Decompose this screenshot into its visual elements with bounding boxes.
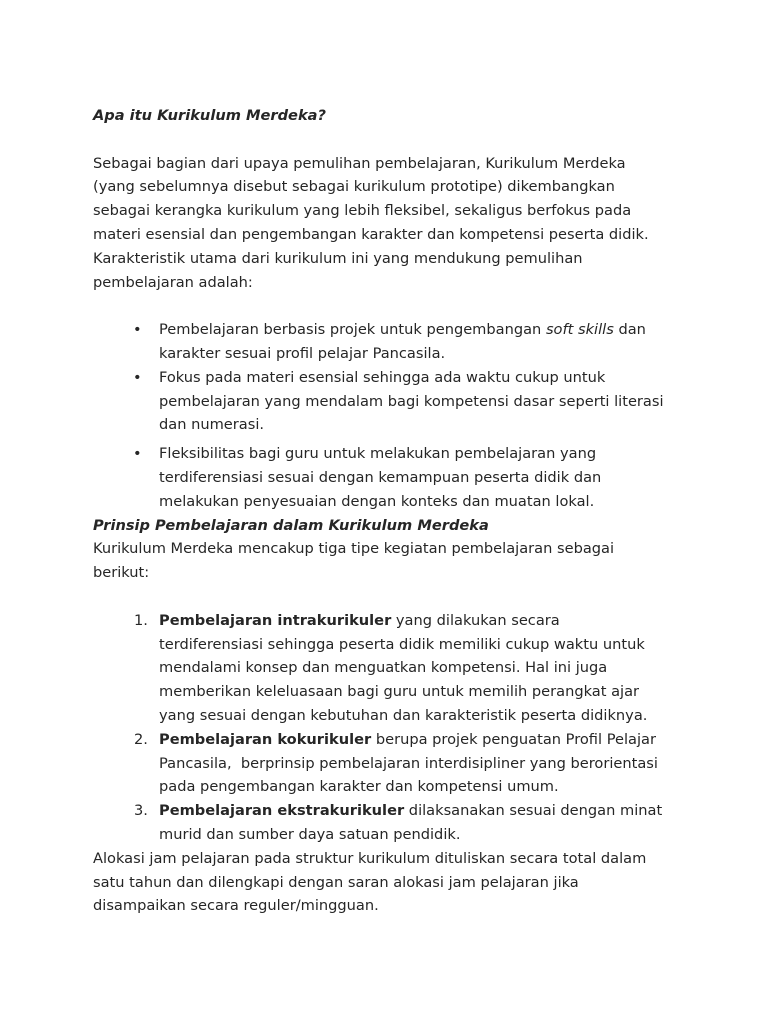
closing-paragraph <box>93 847 693 918</box>
numbered-item <box>93 799 693 847</box>
number-marker: 2. <box>134 730 148 748</box>
numbered-line: pada pengembangan karakter dan kompetensi umum. <box>159 778 559 796</box>
heading-what-is-kurikulum-merdeka: Apa itu Kurikulum Merdeka? <box>93 107 326 124</box>
numbered-line: Pancasila, berprinsip pembelajaran interdisipliner yang berorientasi <box>159 754 658 772</box>
bullet-marker: • <box>133 368 142 386</box>
bullet-italic-text: soft skills <box>545 321 614 339</box>
bullet-line: pembelajaran yang mendalam bagi kompetensi dasar seperti literasi <box>159 392 664 410</box>
bold-term: Pembelajaran kokurikuler <box>159 730 372 748</box>
paragraph-line: Karakteristik utama dari kurikulum ini yang mendukung pemulihan <box>93 249 583 267</box>
bullet-line: dan numerasi. <box>159 416 265 434</box>
numbered-line <box>159 609 693 633</box>
intro-paragraph <box>93 152 693 295</box>
numbered-line: mendalami konsep dan menguatkan kompetensi. Hal ini juga <box>159 659 608 677</box>
bullet-item <box>93 318 693 366</box>
bullet-text: Pembelajaran berbasis projek untuk pengembangan <box>159 321 546 339</box>
spacer <box>93 585 693 609</box>
bullet-line: karakter sesuai profil pelajar Pancasila. <box>159 344 446 362</box>
paragraph-line: Sebagai bagian dari upaya pemulihan pembelajaran, Kurikulum Merdeka <box>93 154 626 172</box>
activity-types-numbered-list <box>93 609 693 847</box>
heading-learning-principles: Prinsip Pembelajaran dalam Kurikulum Merdeka <box>93 516 489 534</box>
spacer <box>93 294 693 318</box>
bullet-item <box>93 442 693 513</box>
item-text: dilaksanakan sesuai dengan minat <box>404 802 663 820</box>
section2-paragraph <box>93 537 693 585</box>
bullet-text: dan <box>613 321 646 339</box>
numbered-line <box>159 728 693 752</box>
paragraph-line: sebagai kerangka kurikulum yang lebih fleksibel, sekaligus berfokus pada <box>93 202 632 220</box>
numbered-line: memberikan keleluasaan bagi guru untuk memilih perangkat ajar <box>159 683 640 701</box>
bullet-line: Fleksibilitas bagi guru untuk melakukan pembelajaran yang <box>159 445 597 463</box>
bullet-line <box>159 318 693 342</box>
paragraph-line: Kurikulum Merdeka mencakup tiga tipe kegiatan pembelajaran sebagai <box>93 540 615 558</box>
bold-term: Pembelajaran ekstrakurikuler <box>159 802 405 820</box>
bullet-marker: • <box>133 321 142 339</box>
number-marker: 3. <box>134 802 148 820</box>
numbered-line: murid dan sumber daya satuan pendidik. <box>159 825 461 843</box>
characteristics-bullet-list <box>93 318 693 513</box>
paragraph-line: (yang sebelumnya disebut sebagai kurikulum prototipe) dikembangkan <box>93 178 615 196</box>
numbered-line: yang sesuai dengan kebutuhan dan karakteristik peserta didiknya. <box>159 706 648 724</box>
bullet-line: terdiferensiasi sesuai dengan kemampuan peserta didik dan <box>159 468 602 486</box>
numbered-line <box>159 799 693 823</box>
numbered-item <box>93 609 693 728</box>
numbered-line: terdiferensiasi sehingga peserta didik memiliki cukup waktu untuk <box>159 635 645 653</box>
bullet-item <box>93 366 693 437</box>
paragraph-line: materi esensial dan pengembangan karakter dan kompetensi peserta didik. <box>93 225 649 243</box>
bullet-marker: • <box>133 445 142 463</box>
document-page <box>93 104 693 918</box>
item-text: yang dilakukan secara <box>391 611 560 629</box>
paragraph-line: berikut: <box>93 564 150 582</box>
paragraph-line: satu tahun dan dilengkapi dengan saran alokasi jam pelajaran jika <box>93 873 579 891</box>
item-text: berupa projek penguatan Profil Pelajar <box>371 730 656 748</box>
spacer <box>93 128 693 152</box>
numbered-item <box>93 728 693 799</box>
paragraph-line: Alokasi jam pelajaran pada struktur kurikulum dituliskan secara total dalam <box>93 849 647 867</box>
bullet-line: melakukan penyesuaian dengan konteks dan muatan lokal. <box>159 492 595 510</box>
paragraph-line: disampaikan secara reguler/mingguan. <box>93 897 379 915</box>
paragraph-line: pembelajaran adalah: <box>93 273 253 291</box>
bullet-line: Fokus pada materi esensial sehingga ada waktu cukup untuk <box>159 368 606 386</box>
number-marker: 1. <box>134 611 148 629</box>
bold-term: Pembelajaran intrakurikuler <box>159 611 392 629</box>
